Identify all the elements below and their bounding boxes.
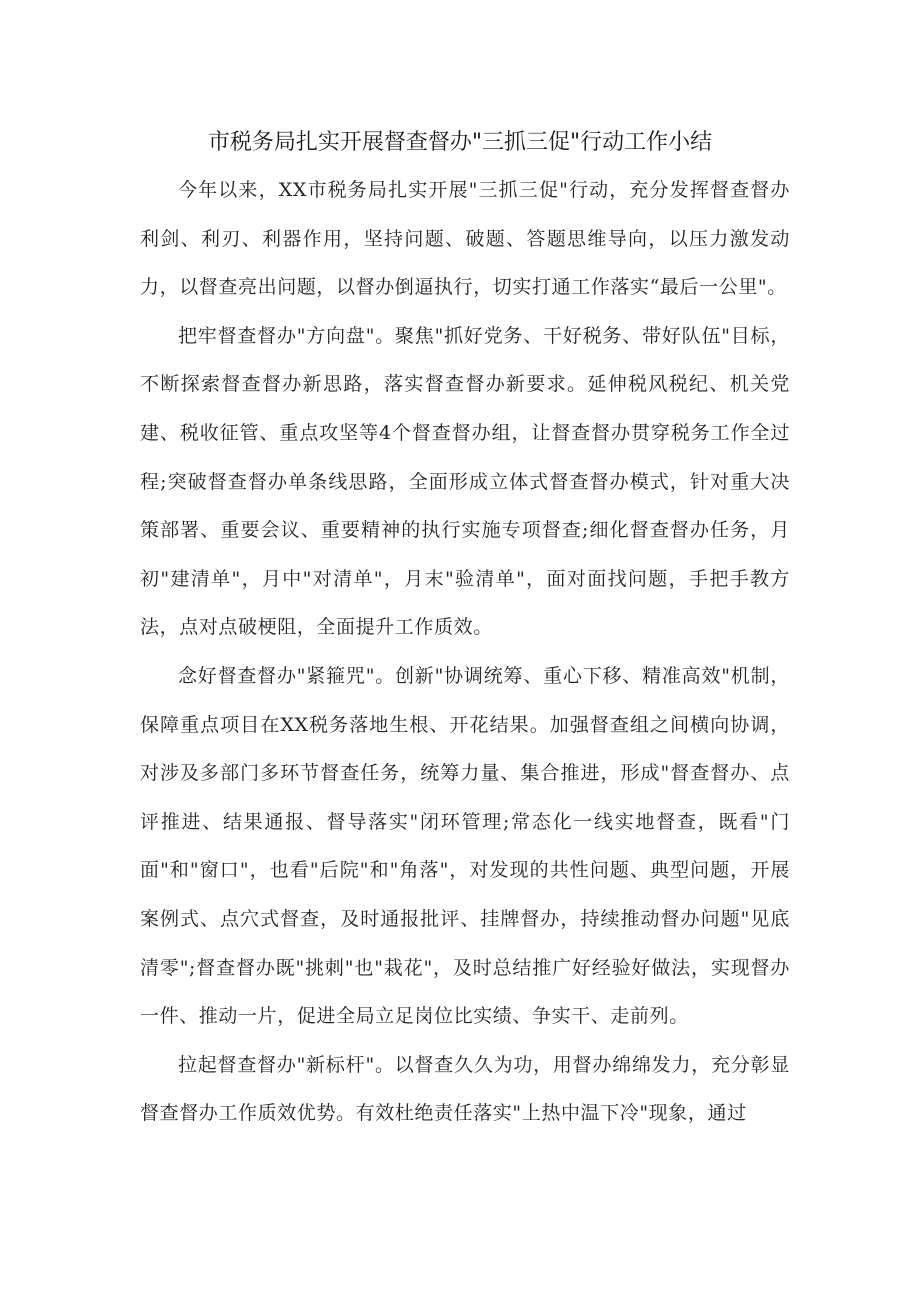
paragraph-intro: 今年以来，XX市税务局扎实开展"三抓三促"行动，充分发挥督查督办利剑、利刃、利器作用，坚持问题、破题、答题思维导向，以压力激发动力，以督查亮出问题，以督办倒逼执行，切实打通工作落实“最后一公里"。 <box>140 179 790 299</box>
paragraph-direction: 把牢督查督办"方向盘"。聚焦"抓好党务、干好税务、带好队伍"目标，不断探索督查督办新思路，落实督查督办新要求。延伸税风税纪、机关党建、税收征管、重点攻坚等4个督查督办组，让督查督办贯穿税务工作全过程;突破督查督办单条线思路，全面形成立体式督查督办模式，针对重大决策部署、重要会议、重要精神的执行实施专项督查;细化督查督办任务，月初"建清单"，月中"对清单"，月末"验清单"，面对面找问题，手把手教方法，点对点破梗阻，全面提升工作质效。 <box>140 324 790 639</box>
document-title: 市税务局扎实开展督查督办"三抓三促"行动工作小结 <box>207 130 713 155</box>
document-body <box>140 166 790 1138</box>
paragraph-constraint: 念好督查督办"紧箍咒"。创新"协调统筹、重心下移、精准高效"机制，保障重点项目在XX税务落地生根、开花结果。加强督查组之间横向协调，对涉及多部门多环节督查任务，统筹力量、集合推进，形成"督查督办、点评推进、结果通报、督导落实"闭环管理;常态化一线实地督查，既看"门面"和"窗口"，也看"后院"和"角落"，对发现的共性问题、典型问题，开展案例式、点穴式督查，及时通报批评、挂牌督办，持续推动督办问题"见底清零";督查督办既"挑刺"也"栽花"，及时总结推广好经验好做法，实现督办一件、推动一片，促进全局立足岗位比实绩、争实干、走前列。 <box>140 664 790 1028</box>
paragraph-benchmark: 拉起督查督办"新标杆"。以督查久久为功，用督办绵绵发力，充分彰显督查督办工作质效优势。有效杜绝责任落实"上热中温下冷"现象，通过 <box>140 1053 790 1125</box>
